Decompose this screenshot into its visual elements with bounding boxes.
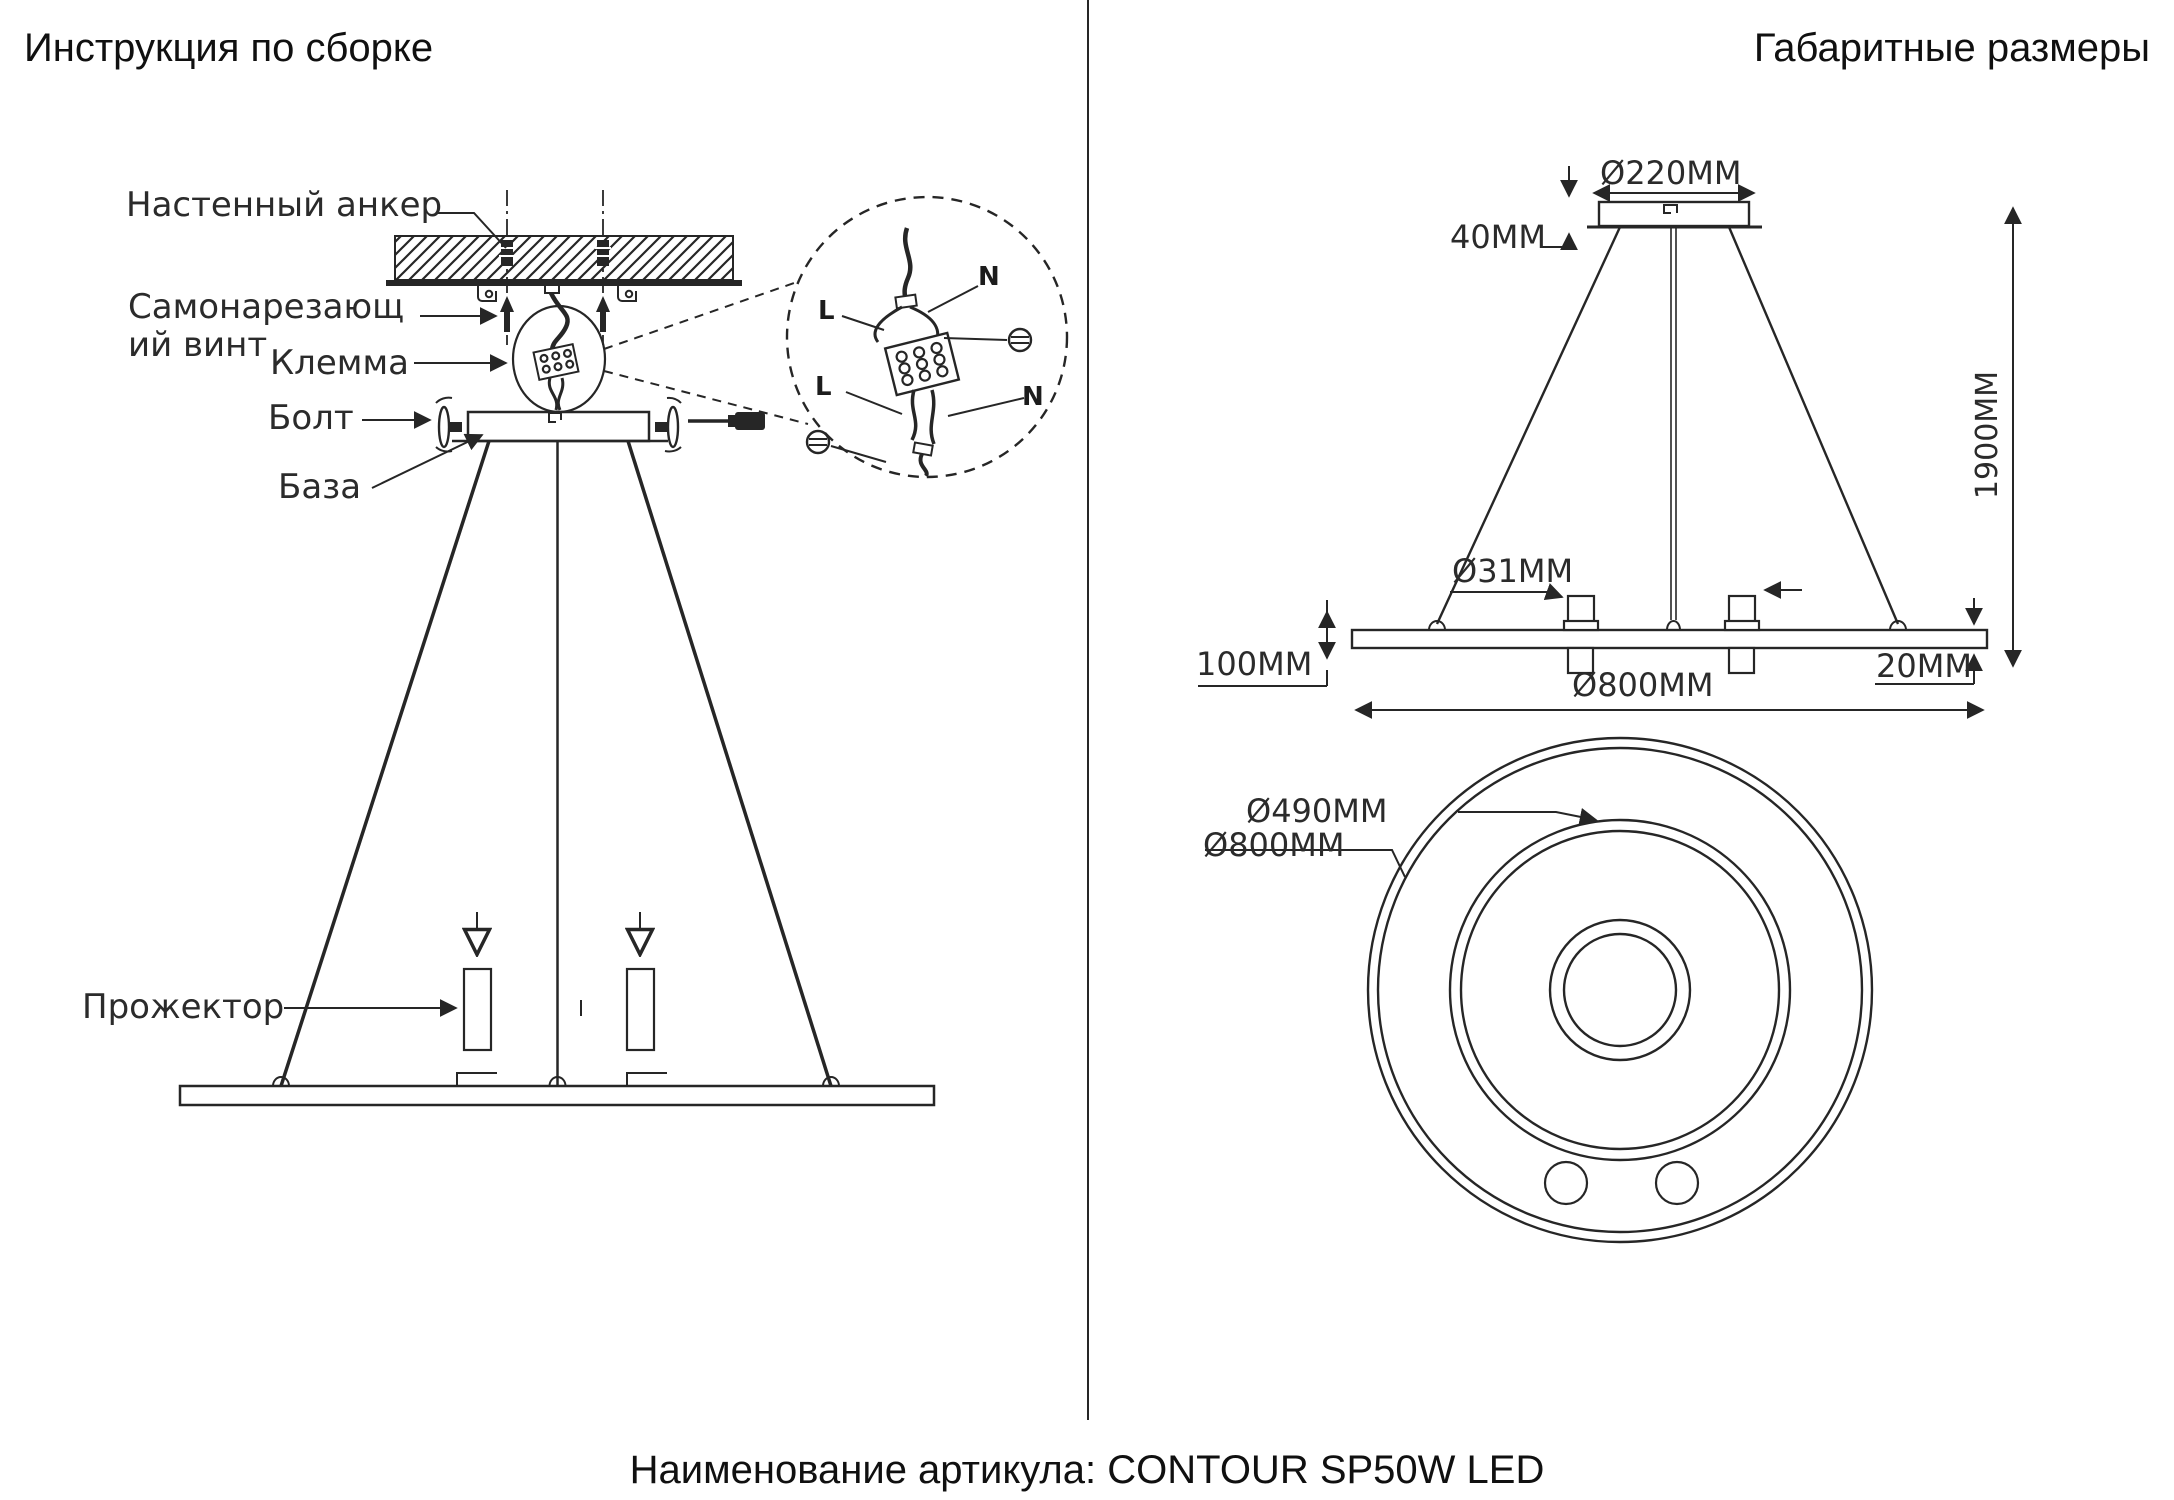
label-wall-anchor: Настенный анкер	[126, 185, 443, 225]
dimensions-side-view	[1198, 166, 2013, 710]
label-live-bottom: L	[815, 372, 832, 402]
label-self-tapping-line1: Самонарезающ	[128, 287, 405, 327]
dim-ring-diameter-side: Ø800MM	[1572, 666, 1714, 704]
terminal-block-small	[534, 344, 579, 380]
dim-inner-ring-diameter: Ø490MM	[1246, 792, 1388, 830]
right-panel-title: Габаритные размеры	[1753, 26, 2150, 70]
label-spotlight: Прожектор	[82, 987, 285, 1027]
ceiling-hatch	[395, 236, 733, 280]
label-terminal: Клемма	[270, 343, 409, 383]
label-live-top: L	[818, 296, 835, 326]
dim-ring-thickness: 20MM	[1876, 647, 1972, 685]
dim-spot-height: 100MM	[1196, 645, 1313, 683]
article-name: Наименование артикула: CONTOUR SP50W LED	[629, 1448, 1545, 1492]
dim-canopy-diameter: Ø220MM	[1600, 154, 1742, 192]
dim-suspension-height: 1900MM	[1970, 370, 2005, 500]
ring-bar	[180, 1086, 934, 1105]
dim-outer-ring-diameter: Ø800MM	[1203, 826, 1345, 864]
label-neutral-top: N	[978, 262, 1000, 292]
screwdriver	[688, 412, 765, 430]
label-neutral-bottom: N	[1022, 382, 1044, 412]
base-plate	[468, 412, 649, 441]
left-panel-title: Инструкция по сборке	[24, 26, 434, 70]
dim-canopy-height: 40MM	[1450, 218, 1546, 256]
label-base: База	[278, 467, 362, 507]
label-bolt: Болт	[268, 398, 354, 438]
dim-spot-diameter: Ø31MM	[1452, 552, 1574, 590]
label-self-tapping-line2: ий винт	[128, 325, 268, 366]
